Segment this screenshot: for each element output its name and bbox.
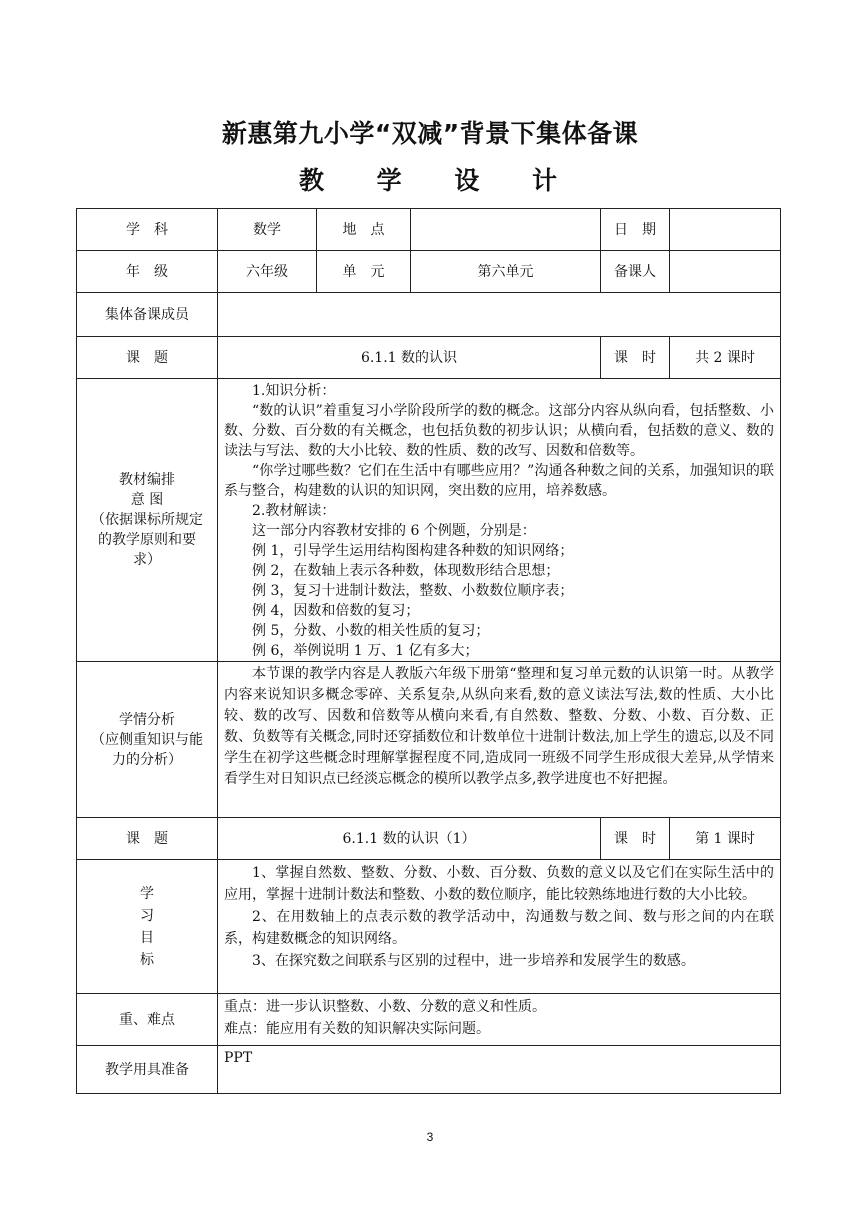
members-label: 集体备课成员: [77, 293, 218, 337]
page-number: 3: [426, 1130, 434, 1144]
key-point: 重点：进一步认识整数、小数、分数的意义和性质。: [224, 999, 546, 1015]
example-line: 例 1，引导学生运用结构图构建各种数的知识网络；: [252, 543, 574, 559]
goals-content: [218, 860, 781, 994]
topic2-label: 课 题: [77, 818, 218, 860]
date-value: [670, 209, 781, 251]
lesson-plan-table: [76, 208, 781, 1094]
grade-value: 六年级: [218, 251, 317, 293]
period-value: 共 2 课时: [670, 337, 781, 379]
subject-value: 数学: [218, 209, 317, 251]
intent-label-line: 意 图: [130, 492, 164, 508]
topic-label: 课 题: [77, 337, 218, 379]
goal-item: 1、掌握自然数、整数、分数、小数、百分数、负数的意义以及它们在实际生活中的应用，掌握十进制计数法和整数、小数的数位顺序，能比较熟练地进行数的大小比较。: [224, 865, 774, 903]
analysis-label-line: 力的分析）: [112, 751, 182, 768]
tools-label: 教学用具准备: [77, 1046, 218, 1094]
example-line: 例 4，因数和倍数的复习；: [252, 603, 420, 619]
goal-item: 3、在探究数之间联系与区别的过程中，进一步培养和发展学生的数感。: [252, 953, 695, 969]
intent-label-line: 的教学原则和要: [98, 532, 196, 548]
grade-label: 年 级: [77, 251, 218, 293]
keypoints-label: 重、难点: [77, 994, 218, 1046]
subject-label: 学 科: [77, 209, 218, 251]
goals-label-char: 标: [140, 951, 154, 968]
row-tools: [77, 1046, 781, 1094]
period-label: 课 时: [601, 337, 670, 379]
preparer-label: 备课人: [601, 251, 670, 293]
topic2-value: 6.1.1 数的认识（1）: [218, 818, 601, 860]
example-line: 例 2，在数轴上表示各种数，体现数形结合思想；: [252, 563, 560, 579]
row-goals: [77, 860, 781, 994]
analysis-label-line: （应侧重知识与能: [91, 731, 203, 748]
intent-content: [218, 379, 781, 662]
date-label: 日 期: [601, 209, 670, 251]
row-intent: [77, 379, 781, 662]
place-value: [411, 209, 601, 251]
intent-line: 这一部分内容教材安排的 6 个例题，分别是：: [252, 523, 536, 539]
row-topic-2: [77, 818, 781, 860]
intent-line: 1.知识分析：: [252, 383, 336, 399]
document-subtitle: 教 学 设 计: [298, 166, 580, 195]
example-line: 例 3，复习十进制计数法，整数、小数数位顺序表；: [252, 583, 574, 599]
topic-value: 6.1.1 数的认识: [218, 337, 601, 379]
intent-label-line: 教材编排: [119, 472, 175, 488]
example-line: 例 5，分数、小数的相关性质的复习；: [252, 623, 490, 639]
goals-label-char: 习: [140, 907, 154, 924]
tools-value: PPT: [218, 1046, 781, 1094]
place-label: 地 点: [317, 209, 411, 251]
unit-label: 单 元: [317, 251, 411, 293]
intent-paragraph: “你学过哪些数？它们在生活中有哪些应用？”沟通各种数之间的关系，加强知识的联系与整合，构建数的认识的知识网，突出数的应用，培养数感。: [224, 463, 774, 499]
document-title: 新惠第九小学“双减”背景下集体备课: [221, 119, 639, 148]
members-value: [218, 293, 781, 337]
keypoints-content: [218, 994, 781, 1046]
row-keypoints: [77, 994, 781, 1046]
row-topic: [77, 337, 781, 379]
intent-paragraph: “数的认识”着重复习小学阶段所学的数的概念。这部分内容从纵向看，包括整数、小数、分数、百分数的有关概念，也包括负数的初步认识；从横向看，包括数的意义、数的读法与写法、数的大小比较、数的性质、数的改写、因数和倍数等。: [224, 403, 774, 459]
example-line: 例 6，举例说明 1 万、1 亿有多大；: [252, 643, 479, 659]
row-subject: [77, 209, 781, 251]
period2-value: 第 1 课时: [670, 818, 781, 860]
analysis-label: [77, 662, 218, 818]
period2-label: 课 时: [601, 818, 670, 860]
row-members: [77, 293, 781, 337]
intent-label-line: （依据课标所规定: [91, 512, 203, 528]
goal-item: 2、在用数轴上的点表示数的教学活动中，沟通数与数之间、数与形之间的内在联系，构建数概念的知识网络。: [224, 909, 774, 947]
intent-line: 2.教材解读：: [252, 503, 336, 519]
difficult-point: 难点：能应用有关数的知识解决实际问题。: [224, 1021, 490, 1037]
goals-label-char: 目: [140, 929, 154, 946]
intent-label: [77, 379, 218, 662]
row-grade: [77, 251, 781, 293]
analysis-paragraph: 本节课的教学内容是人教版六年级下册第“整理和复习单元数的认识第一时。从教学内容来说知识多概念零碎、关系复杂,从纵向来看,数的意义读法写法,数的性质、大小比较、数的改写、因数和倍数等从横向来看,有自然数、整数、分数、小数、百分数、正数、负数等有关概念,同时还穿插数位和计数单位十进制计数法,加上学生的遗忘,以及不同学生在初学这些概念时理解掌握程度不同,造成同一班级不同学生形成很大差异,从学情来看学生对日知识点已经淡忘概念的模所以教学点多,教学进度也不好把握。: [224, 666, 774, 787]
analysis-content: [218, 662, 781, 818]
preparer-value: [670, 251, 781, 293]
goals-label-char: 学: [140, 885, 154, 902]
intent-label-line: 求）: [133, 552, 161, 568]
goals-label: [77, 860, 218, 994]
row-analysis: [77, 662, 781, 818]
analysis-label-line: 学情分析: [119, 711, 175, 728]
unit-value: 第六单元: [411, 251, 601, 293]
